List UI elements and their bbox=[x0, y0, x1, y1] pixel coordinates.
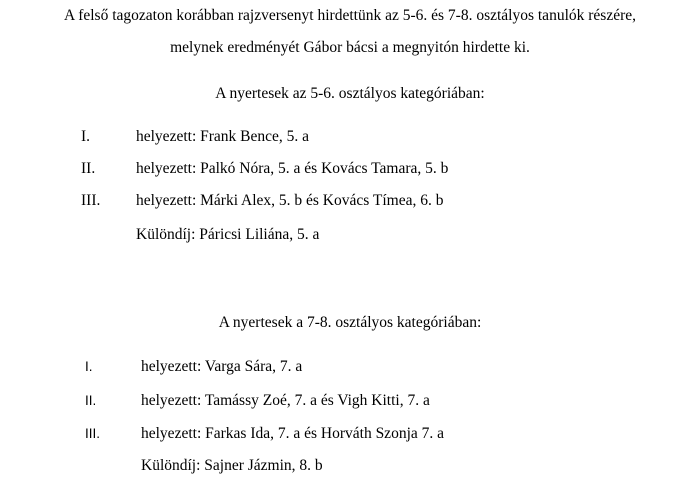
rank-label: II. bbox=[85, 393, 97, 408]
intro-line-2: melynek eredményét Gábor bácsi a megnyitón hirdette ki. bbox=[170, 39, 530, 56]
rank-label: II. bbox=[81, 160, 96, 177]
rank-label: I. bbox=[81, 128, 91, 145]
rank-label: III. bbox=[81, 192, 101, 209]
category-heading-5-6: A nyertesek az 5-6. osztályos kategóriában: bbox=[215, 85, 485, 102]
winner-entry: helyezett: Farkas Ida, 7. a és Horváth Szonja 7. a bbox=[141, 425, 445, 442]
rank-label: III. bbox=[85, 426, 101, 441]
winner-entry: helyezett: Frank Bence, 5. a bbox=[136, 128, 310, 145]
winner-entry: helyezett: Márki Alex, 5. b és Kovács Tímea, 6. b bbox=[136, 192, 444, 209]
winner-entry: helyezett: Palkó Nóra, 5. a és Kovács Tamara, 5. b bbox=[136, 160, 449, 177]
rank-label: I. bbox=[85, 359, 93, 374]
special-prize-entry: Különdíj: Sajner Jázmin, 8. b bbox=[141, 457, 323, 474]
winner-entry: helyezett: Tamássy Zoé, 7. a és Vigh Kitti, 7. a bbox=[141, 392, 430, 409]
special-prize-entry: Különdíj: Páricsi Liliána, 5. a bbox=[136, 226, 320, 243]
winner-entry: helyezett: Varga Sára, 7. a bbox=[141, 358, 303, 375]
intro-line-1: A felső tagozaton korábban rajzversenyt hirdettünk az 5-6. és 7-8. osztályos tanulók részére, bbox=[63, 7, 636, 24]
category-heading-7-8: A nyertesek a 7-8. osztályos kategóriában: bbox=[218, 314, 482, 331]
